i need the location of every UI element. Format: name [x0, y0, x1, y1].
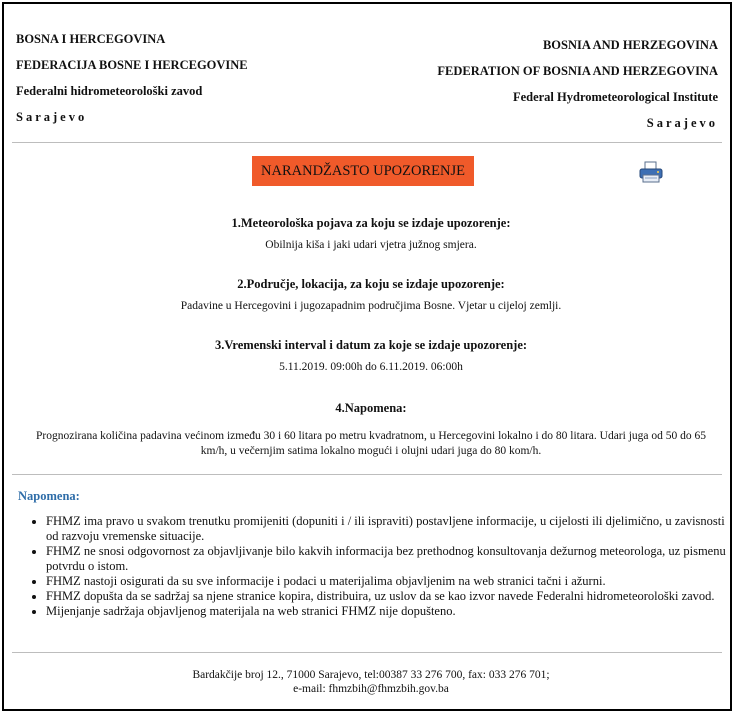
section-2-body: Padavine u Hercegovini i jugozapadnim područjima Bosne. Vjetar u cijeloj zemlji. [180, 300, 562, 312]
disclaimer-list [26, 514, 726, 619]
section-4-title: 4.Napomena: [335, 401, 407, 415]
warning-banner: NARANDŽASTO UPOZORENJE [252, 156, 474, 186]
header-left-country: BOSNA I HERCEGOVINA [16, 32, 166, 46]
section-3-body: 5.11.2019. 09:00h do 6.11.2019. 06:00h [279, 361, 463, 373]
footer-email[interactable]: e-mail: fhmzbih@fhmzbih.gov.ba [293, 683, 449, 695]
disclaimer-item: • FHMZ ima pravo u svakom trenutku promijeniti (dopuniti i / ili ispraviti) postavljene informacije, u cijelosti ili djelimično, u zavisnosti od razvoju vremenske situacije. [46, 514, 726, 544]
page-frame [2, 2, 732, 711]
header-right-federation: FEDERATION OF BOSNIA AND HERZEGOVINA [437, 64, 718, 78]
header-left-city: Sarajevo [16, 110, 88, 124]
disclaimer-item: • FHMZ dopušta da se sadržaj sa njene stranice kopira, distribuira, uz uslov da se kao izvor navede Federalni hidrometeorološki zavod. [46, 589, 726, 604]
divider-middle [12, 474, 722, 475]
footer-address: Bardakčije broj 12., 71000 Sarajevo, tel:00387 33 276 700, fax: 033 276 701; [192, 669, 550, 681]
section-3-title: 3.Vremenski interval i datum za koje se izdaje upozorenje: [214, 338, 528, 352]
header-right-institute: Federal Hydrometeorological Institute [512, 90, 718, 104]
divider-top [12, 142, 722, 143]
header-left [16, 26, 248, 130]
header-left-federation: FEDERACIJA BOSNE I HERCEGOVINE [16, 58, 248, 72]
printer-icon[interactable] [639, 161, 663, 183]
header-right [437, 32, 718, 136]
header-left-institute: Federalni hidrometeorološki zavod [16, 84, 203, 98]
header-right-country: BOSNIA AND HERZEGOVINA [542, 38, 718, 52]
disclaimer-title: Napomena: [18, 489, 80, 503]
section-1-title: 1.Meteorološka pojava za koju se izdaje upozorenje: [231, 216, 511, 230]
disclaimer-item: • FHMZ ne snosi odgovornost za objavljivanje bilo kakvih informacija bez prethodnog konsultovanja dežurnog meteorologa, uz pismenu potvrdu o istom. [46, 544, 726, 574]
section-1-body: Obilnija kiša i jaki udari vjetra južnog smjera. [265, 239, 477, 251]
section-4-body: Prognozirana količina padavina većinom između 30 i 60 litara po metru kvadratnom, u Hercegovini lokalno i do 80 litara. Udari juga od 50 do 65 km/h, u večernjim satima lokalno mogući i olujni udari juga do 80 kom/h. [35, 430, 706, 457]
disclaimer-item: • Mijenjanje sadržaja objavljenog materijala na web stranici FHMZ nije dopušteno. [46, 604, 726, 619]
divider-bottom [12, 652, 722, 653]
disclaimer-item: • FHMZ nastoji osigurati da su sve informacije i podaci u materijalima objavljenim na web stranici tačni i ažurni. [46, 574, 726, 589]
section-2-title: 2.Područje, lokacija, za koju se izdaje upozorenje: [237, 277, 505, 291]
footer [4, 668, 738, 696]
header-right-city: Sarajevo [646, 116, 718, 130]
